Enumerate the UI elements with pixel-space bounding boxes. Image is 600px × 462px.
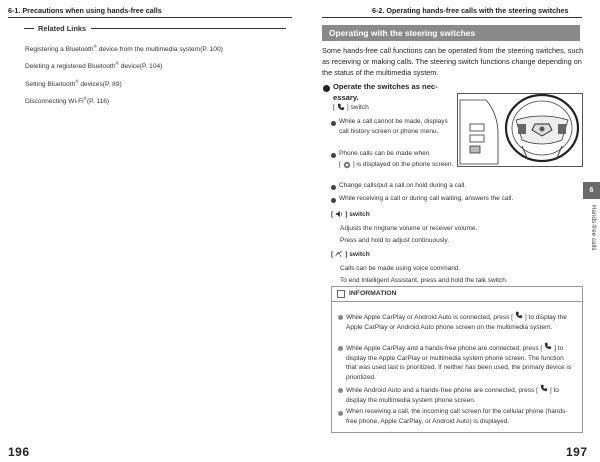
related-link[interactable]: Setting Bluetooth® devices(P. 89) xyxy=(25,78,122,88)
bullet-dot xyxy=(331,153,336,158)
phone-bullet-2-cont: [ ] is displayed on the phone screen. xyxy=(339,161,454,168)
talk-line-2: To end Intelligent Assistant, press and hold the talk switch. xyxy=(340,277,508,284)
phone-icon xyxy=(337,103,345,111)
related-links-title: Related Links xyxy=(24,24,286,33)
info-item-3: While Android Auto and a hands-free phone are connected, press [ ] to display the multimedia system phone screen. xyxy=(346,384,576,405)
related-links-list xyxy=(25,40,223,109)
page-number-left: 196 xyxy=(8,445,30,459)
intro-paragraph: Some hands-free call functions can be operated from the steering switches, such as receiving or making calls. The steering switch functions change depending on the status of the multimedia system. xyxy=(322,46,584,78)
volume-line-2: Press and hold to adjust continuously. xyxy=(340,237,450,244)
bullet-dot xyxy=(338,315,343,320)
talk-switch-label: [ ] switch xyxy=(331,250,370,258)
phone-icon xyxy=(540,384,548,392)
volume-switch-label: [ ] switch xyxy=(331,210,370,218)
chapter-tab[interactable]: 6 xyxy=(583,182,600,199)
talk-line-1: Calls can be made using voice command. xyxy=(340,265,461,272)
left-page-header: 6-1. Precautions when using hands-free calls xyxy=(8,6,162,15)
left-header-rule xyxy=(8,17,292,18)
bullet-dot xyxy=(331,198,336,203)
bullet-dot xyxy=(331,121,336,126)
info-icon xyxy=(337,290,345,298)
bullet-dot xyxy=(323,85,330,92)
bullet-dot xyxy=(331,185,336,190)
related-link[interactable]: Disconnecting Wi-Fi®(P. 116) xyxy=(25,95,110,106)
info-item-4: When receiving a call, the incoming call screen for the cellular phone (hands-free phone, Apple CarPlay, or Android Auto) is displayed. xyxy=(346,408,568,425)
phone-bullet-1: While a call cannot be made, displays call history screen or phone menu. xyxy=(339,118,448,135)
info-item-2: While Apple CarPlay and a hands-free phone are connected, press [ ] to display the Apple CarPlay or multimedia system phone screen. The function that was used last is prioritized. If neither has been used, the primary device is prioritized. xyxy=(346,342,576,382)
right-page-header: 6-2. Operating hands-free calls with the steering switches xyxy=(372,6,569,15)
chapter-tab-text: Hands-free calls xyxy=(590,205,597,251)
right-header-rule xyxy=(322,17,582,18)
information-header: INFORMATION xyxy=(332,287,582,302)
info-item-1: While Apple CarPlay or Android Auto is connected, press [ ] to display the Apple CarPlay or Android Auto phone screen on the multimedia system. xyxy=(346,311,576,332)
bullet-dot xyxy=(338,411,343,416)
bullet-dot xyxy=(338,388,343,393)
phone-bullet-2: Phone calls can be made when xyxy=(339,150,430,157)
steering-wheel-illustration xyxy=(457,93,583,167)
information-box xyxy=(331,286,583,433)
wide-bullet-2: While receiving a call or during call waiting, answers the call. xyxy=(339,195,514,202)
volume-line-1: Adjusts the ringtone volume or receiver volume. xyxy=(340,225,478,232)
phone-switch-label: [ ] switch xyxy=(333,103,369,111)
phone-icon xyxy=(515,311,523,319)
page-number-right: 197 xyxy=(566,445,588,459)
talk-icon xyxy=(335,250,343,258)
bullet-dot xyxy=(338,346,343,351)
phone-gear-icon xyxy=(343,161,351,169)
related-link[interactable]: Registering a Bluetooth® device from the multimedia system(P. 100) xyxy=(25,44,223,54)
volume-icon xyxy=(335,210,343,218)
phone-icon xyxy=(544,342,552,350)
wide-bullet-1: Change calls/put a call on hold during a call. xyxy=(339,182,467,189)
operate-heading: Operate the switches as nec- essary. xyxy=(333,82,438,102)
related-link[interactable]: Deleting a registered Bluetooth® device(P. 104) xyxy=(25,61,163,71)
section-banner: Operating with the steering switches xyxy=(322,25,580,41)
